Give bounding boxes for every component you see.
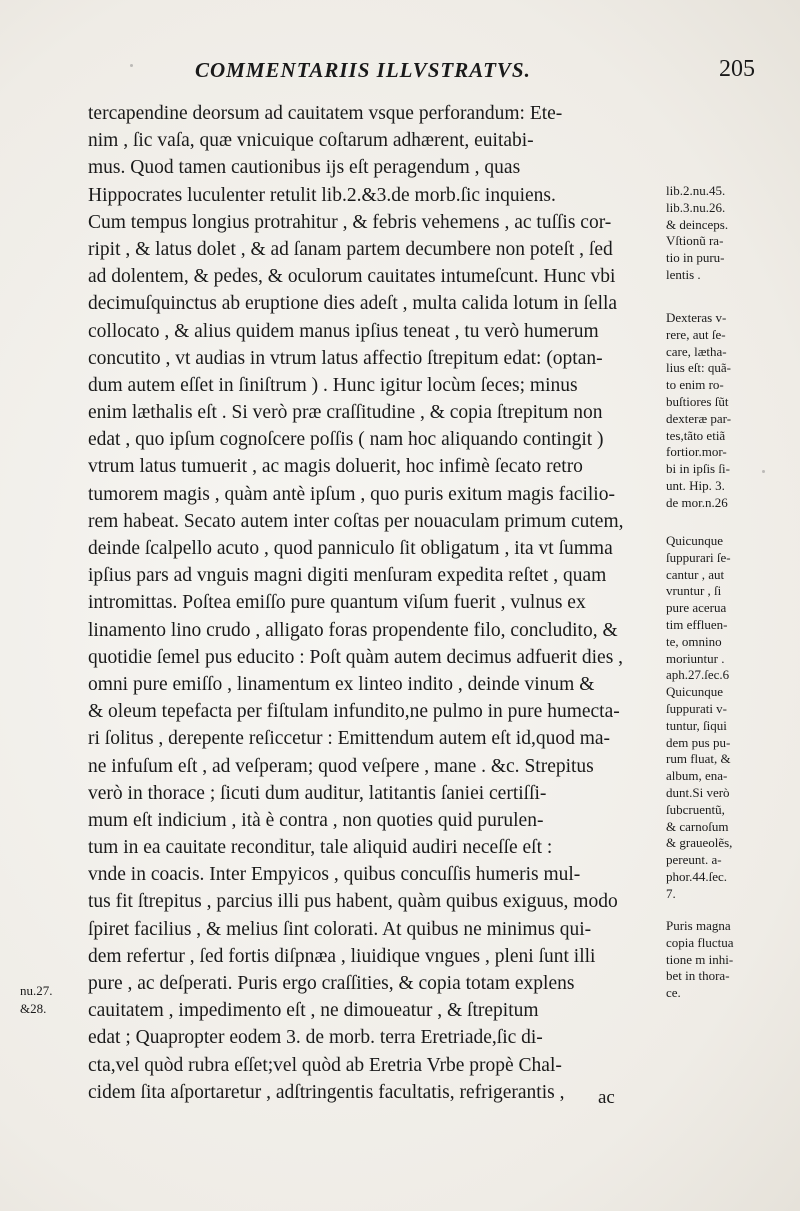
roman-text: tum in ea cauitate reconditur, tale aliquid audiri neceſſe eſt : (88, 837, 553, 859)
text-line (88, 1024, 658, 1051)
italic-quotation: edat , quo ipſum cognoſcere poſſis ( nam hoc aliquando contingit ) (88, 429, 604, 451)
margin-note-line: unt. Hip. 3. (666, 477, 725, 493)
text-line (88, 861, 658, 888)
margin-note-line: lib.2.nu.45. (666, 183, 726, 198)
text-line (88, 970, 658, 997)
text-line (88, 725, 658, 752)
margin-note-line: nu.27. (20, 983, 53, 998)
margin-note-line: &28. (20, 1001, 47, 1016)
margin-note-line: de mor.n.26 (666, 494, 728, 510)
roman-text: cidem ſita aſportaretur , adſtringentis facultatis, refrigerantis , (88, 1081, 565, 1103)
text-line (88, 1052, 658, 1079)
text-line (88, 290, 658, 317)
paper-speck (130, 64, 133, 67)
margin-note-line: te, omnino (666, 633, 722, 649)
margin-note-line: ſubcruentũ, (666, 801, 725, 817)
roman-text: Hippocrates luculenter retulit lib.2.&3.de morb.ſic inquiens. (88, 184, 556, 206)
roman-text: vnde in coacis. (88, 864, 210, 886)
roman-text: tercapendine deorsum ad cauitatem vsque perforandum: Ete- (88, 103, 563, 124)
margin-note-line: tuntur, ſiqui (666, 717, 727, 733)
margin-note-citation (666, 183, 790, 284)
margin-note-line: dem pus pu- (666, 734, 731, 750)
text-line (88, 263, 658, 290)
italic-quotation: ad dolentem, & pedes, & oculorum cauitates intumeſcunt. Hunc vbi (88, 266, 616, 288)
italic-quotation: ipſius pars ad vnguis magni digiti menſuram expedita reſtet , quam (88, 565, 607, 587)
margin-note-line: aph.27.ſec.6 (666, 667, 730, 683)
margin-note-line: bi in ipſis ſi- (666, 461, 730, 477)
margin-note-line: Puris magna (666, 918, 731, 933)
italic-quotation: deinde ſcalpello acuto , quod panniculo ſit obligatum , ita vt ſumma (88, 538, 613, 559)
margin-note-line: Dexteras v- (666, 310, 727, 325)
margin-note-line: fortior.mor- (666, 444, 727, 460)
margin-note-line: ſuppurati v- (666, 700, 728, 716)
margin-note-quicunque (666, 533, 790, 903)
italic-quotation: linamento lino crudo , alligato foras propendente filo, concludito, & (88, 619, 618, 641)
text-line (88, 834, 658, 861)
text-line (88, 182, 658, 209)
text-line (88, 209, 658, 236)
margin-note-line: lius eſt: quã- (666, 360, 731, 376)
text-line (88, 589, 658, 616)
margin-note-line: ce. (666, 985, 681, 1001)
roman-text: nim , ſic vaſa, quæ vnicuique coſtarum adhærent, euitabi- (88, 130, 534, 152)
italic-quotation: intromittas. Poſtea emiſſo pure quantum viſum fuerit , vulnus ex (88, 592, 586, 614)
roman-text: cta,vel quòd rubra eſſet;vel quòd ab Eretria Vrbe propè Chal- (88, 1054, 562, 1076)
text-line (88, 345, 658, 372)
margin-note-line: care, lætha- (666, 343, 727, 359)
italic-quotation: omni pure emiſſo , linamentum ex linteo indito , deinde vinum & (88, 673, 595, 695)
text-line (88, 154, 658, 181)
catchword: ac (598, 1087, 615, 1108)
text-line (88, 1079, 658, 1106)
text-line (88, 481, 658, 508)
italic-quotation: dem refertur , ſed fortis diſpnæa , liuidique vngues , pleni ſunt illi (88, 945, 596, 967)
italic-quotation: ſpiret facilius , & melius ſint colorati. At quibus ne minimus qui- (88, 918, 592, 940)
margin-note-line: moriuntur . (666, 650, 725, 666)
margin-note-line: bet in thora- (666, 968, 730, 984)
roman-text: verò in thorace ; ſicuti dum auditur, latitantis ſaniei certiſſi- (88, 782, 547, 804)
margin-note-line: Quicunque (666, 684, 724, 700)
margin-note-line: tione m inhi- (666, 951, 734, 967)
italic-quotation: & oleum tepefacta per fiſtulam infundito,ne pulmo in pure humecta- (88, 701, 620, 723)
italic-quotation: enim læthalis eſt . Si verò præ craſſitudine , & copia ſtrepitum non (88, 402, 603, 424)
margin-note-line: album, ena- (666, 768, 728, 784)
margin-note-line: rum fluat, & (666, 751, 731, 767)
text-line (88, 127, 658, 154)
text-line (88, 888, 658, 915)
margin-note-line: Quicunque (666, 533, 724, 548)
page-number: 205 (719, 56, 755, 82)
margin-note-puris (666, 918, 790, 1002)
text-line (88, 780, 658, 807)
italic-quotation: Inter Empyicos , quibus concuſſis humeris mul- (209, 864, 581, 886)
roman-text: edat ; Quapropter eodem 3. de morb. terra Eretriade,ſic di- (88, 1027, 543, 1049)
margin-note-line: pereunt. a- (666, 852, 722, 868)
roman-text: Puris ergo craſſities, & copia totam explens (237, 973, 575, 994)
main-text-block (88, 100, 658, 1106)
margin-note-line: tes,tãto etiã (666, 427, 726, 443)
margin-note-line: vruntur , ſi (666, 583, 722, 599)
text-line (88, 426, 658, 453)
italic-quotation: vtrum latus tumuerit , ac magis doluerit, hoc infimè ſecato retro (88, 456, 583, 478)
page-header (195, 58, 755, 88)
margin-note-line: dexteræ par- (666, 410, 732, 426)
text-line (88, 236, 658, 263)
text-line (88, 943, 658, 970)
italic-quotation: pure , ac deſperati. (88, 973, 238, 994)
margin-note-dexteras (666, 310, 790, 512)
italic-quotation: concutito , vt audias in vtrum latus affectio ſtrepitum edat: (optan- (88, 347, 603, 369)
running-head: COMMENTARIIS ILLVSTRATVS. (195, 58, 531, 82)
text-line (88, 617, 658, 644)
margin-note-line: ſuppurari ſe- (666, 549, 731, 565)
margin-note-line: & carnoſum (666, 818, 729, 834)
italic-quotation: rem habeat. Secato autem inter coſtas per nouaculam primum cutem, (88, 510, 624, 532)
italic-quotation: tus fit ſtrepitus , parcius illi pus habent, quàm quibus exiguus, modo (88, 891, 618, 913)
text-line (88, 372, 658, 399)
italic-quotation: Cum tempus longius protrahitur , & febris vehemens , ac tuſſis cor- (88, 211, 612, 233)
text-line (88, 644, 658, 671)
paper-speck (762, 470, 765, 473)
italic-quotation: ne infuſum eſt , ad veſperam; quod veſpere , mane . &c. (88, 755, 525, 777)
text-line (88, 753, 658, 780)
italic-quotation: decimuſquinctus ab eruptione dies adeſt , multa calida lotum in ſella (88, 293, 618, 315)
margin-note-line: to enim ro- (666, 377, 724, 393)
roman-text: cauitatem , impedimento eſt , ne dimoueatur , & ſtrepitum (88, 1000, 539, 1022)
margin-note-line: & deinceps. (666, 216, 729, 232)
margin-note-line: Vſtionũ ra- (666, 233, 724, 249)
text-line (88, 698, 658, 725)
italic-quotation: ri ſolitus , derepente reſiccetur : Emittendum autem eſt id,quod ma- (88, 728, 611, 750)
text-line (88, 100, 658, 127)
margin-note-line: rere, aut ſe- (666, 326, 726, 342)
margin-note-line: phor.44.ſec. (666, 868, 728, 884)
text-line (88, 399, 658, 426)
text-line (88, 508, 658, 535)
margin-note-line: lib.3.nu.26. (666, 199, 726, 215)
roman-text: mum eſt indicium , ità è contra , non quoties quid purulen- (88, 809, 544, 831)
margin-note-line: copia fluctua (666, 934, 734, 950)
text-line (88, 807, 658, 834)
margin-note-line: lentis . (666, 266, 701, 282)
margin-note-line: & graueolẽs, (666, 835, 733, 851)
italic-quotation: dum autem eſſet in ſiniſtrum ) . Hunc igitur locùm ſeces; minus (88, 374, 578, 396)
italic-quotation: quotidie ſemel pus educito : Poſt quàm autem decimus adfuerit dies , (88, 646, 624, 668)
italic-quotation: ripit , & latus dolet , & ad ſanam partem decumbere non poteſt , ſed (88, 238, 613, 260)
roman-text: Strepitus (524, 755, 594, 777)
text-line (88, 671, 658, 698)
italic-quotation: collocato , & alius quidem manus ipſius teneat , tu verò humerum (88, 320, 599, 342)
margin-note-line: cantur , aut (666, 566, 725, 582)
text-line (88, 916, 658, 943)
margin-note-line: dunt.Si verò (666, 784, 730, 800)
margin-note-line: pure acerua (666, 600, 727, 616)
roman-text: mus. Quod tamen cautionibus ijs eſt peragendum , quas (88, 157, 521, 179)
text-line (88, 453, 658, 480)
margin-note-left-citation (20, 982, 82, 1018)
margin-note-line: tim effluen- (666, 616, 728, 632)
margin-note-line: 7. (666, 885, 676, 901)
text-line (88, 997, 658, 1024)
margin-note-line: tio in puru- (666, 250, 725, 266)
margin-note-line: buſtiores ſũt (666, 393, 729, 409)
text-line (88, 318, 658, 345)
italic-quotation: tumorem magis , quàm antè ipſum , quo puris exitum magis facilio- (88, 483, 615, 505)
text-line (88, 535, 658, 562)
text-line (88, 562, 658, 589)
